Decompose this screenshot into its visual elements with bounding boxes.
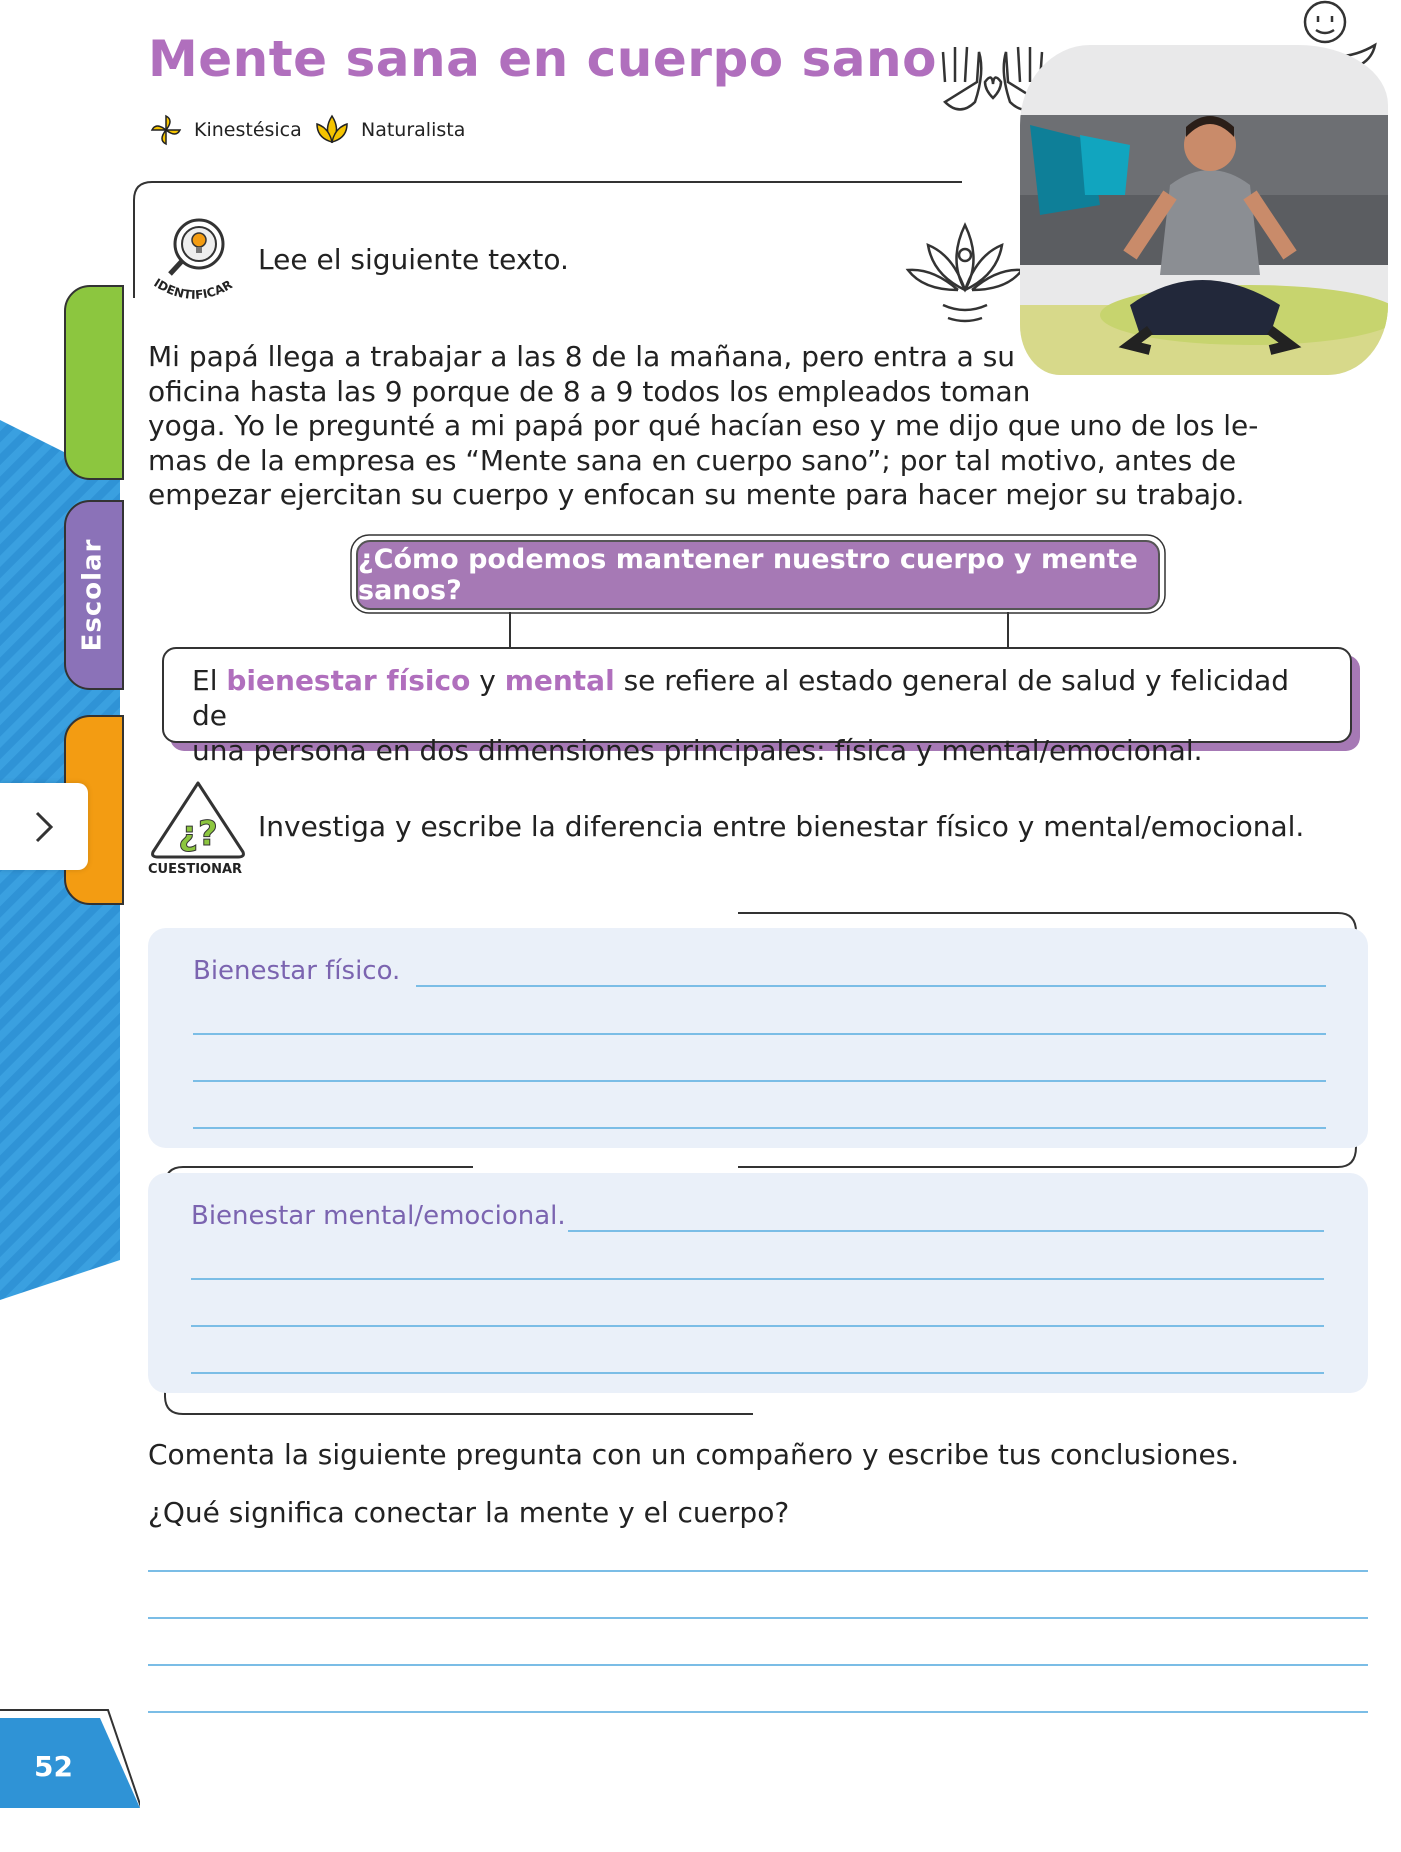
definition-text: y: [470, 664, 505, 697]
meditation-lotus-icon: [903, 220, 1028, 325]
definition-text: se refiere al estado general de salud y felicidad de: [192, 664, 1290, 732]
pinwheel-icon: [148, 112, 184, 148]
answer-label-mental: Bienestar mental/emocional.: [191, 1201, 566, 1231]
answer-line[interactable]: [191, 1278, 1324, 1280]
answer-box-physical: [148, 928, 1368, 1148]
question-badge: CUESTIONAR: [148, 862, 243, 877]
reading-line: Mi papá llega a trabajar a las 8 de la mañana, pero entra a su: [148, 340, 1016, 373]
answer-line[interactable]: [193, 1080, 1326, 1082]
page-number: 52: [34, 1750, 73, 1783]
conclusion-line[interactable]: [148, 1570, 1368, 1572]
definition-text: El: [192, 664, 227, 697]
lotus-flower-icon: [313, 112, 351, 148]
side-tab-escolar-label: Escolar: [77, 538, 108, 652]
definition-text: una persona en dos dimensiones principales: física y mental/emocional.: [192, 734, 1203, 767]
chevron-right-icon: [29, 807, 59, 847]
identify-badge: [148, 275, 248, 315]
answer-box-mental: [148, 1173, 1368, 1393]
term-bienestar-fisico: bienestar físico: [226, 664, 471, 697]
connector-line: [505, 612, 515, 650]
answer-line[interactable]: [191, 1372, 1324, 1374]
definition-box: [162, 647, 1352, 767]
comment-question: ¿Qué significa conectar la mente y el cuerpo?: [148, 1496, 790, 1529]
reading-line: yoga. Yo le pregunté a mi papá por qué hacían eso y me dijo que uno de los le-: [148, 409, 1259, 442]
intelligence-label: Kinestésica: [194, 119, 302, 141]
reading-line: mas de la empresa es “Mente sana en cuerpo sano”; por tal motivo, antes de: [148, 443, 1237, 477]
instruction-read: Lee el siguiente texto.: [258, 243, 569, 276]
conclusion-line[interactable]: [148, 1664, 1368, 1666]
meditation-photo: [1020, 45, 1388, 375]
instruction-investigate: Investiga y escribe la diferencia entre bienestar físico y mental/emocional.: [258, 810, 1305, 843]
side-tab-green[interactable]: [64, 285, 124, 480]
intelligence-naturalista: [313, 112, 465, 148]
conclusion-line[interactable]: [148, 1711, 1368, 1713]
term-mental: mental: [504, 664, 615, 697]
intelligence-kinestesica: [148, 112, 302, 148]
answer-label-physical: Bienestar físico.: [193, 956, 401, 986]
reading-line: empezar ejercitan su cuerpo y enfocan su mente para hacer mejor su trabajo.: [148, 478, 1245, 511]
answer-line[interactable]: [568, 1230, 1324, 1232]
reading-text: [148, 340, 1298, 513]
answer-line[interactable]: [193, 1127, 1326, 1129]
svg-text:IDENTIFICAR: IDENTIFICAR: [151, 275, 235, 302]
main-question-box: ¿Cómo podemos mantener nuestro cuerpo y mente sanos?: [356, 540, 1160, 610]
section-frame: [132, 180, 962, 300]
answer-line[interactable]: [191, 1325, 1324, 1327]
answer-line[interactable]: [193, 1033, 1326, 1035]
svg-text:¿?: ¿?: [178, 814, 218, 854]
page-title: Mente sana en cuerpo sano: [148, 30, 937, 88]
conclusion-line[interactable]: [148, 1617, 1368, 1619]
reading-line: oficina hasta las 9 porque de 8 a 9 todos los empleados toman: [148, 374, 1031, 408]
connector-line: [1003, 612, 1013, 650]
comment-instruction: Comenta la siguiente pregunta con un compañero y escribe tus conclusiones.: [148, 1438, 1240, 1471]
next-page-button[interactable]: [0, 783, 88, 870]
answer-line[interactable]: [416, 985, 1326, 987]
intelligence-label: Naturalista: [361, 119, 466, 141]
